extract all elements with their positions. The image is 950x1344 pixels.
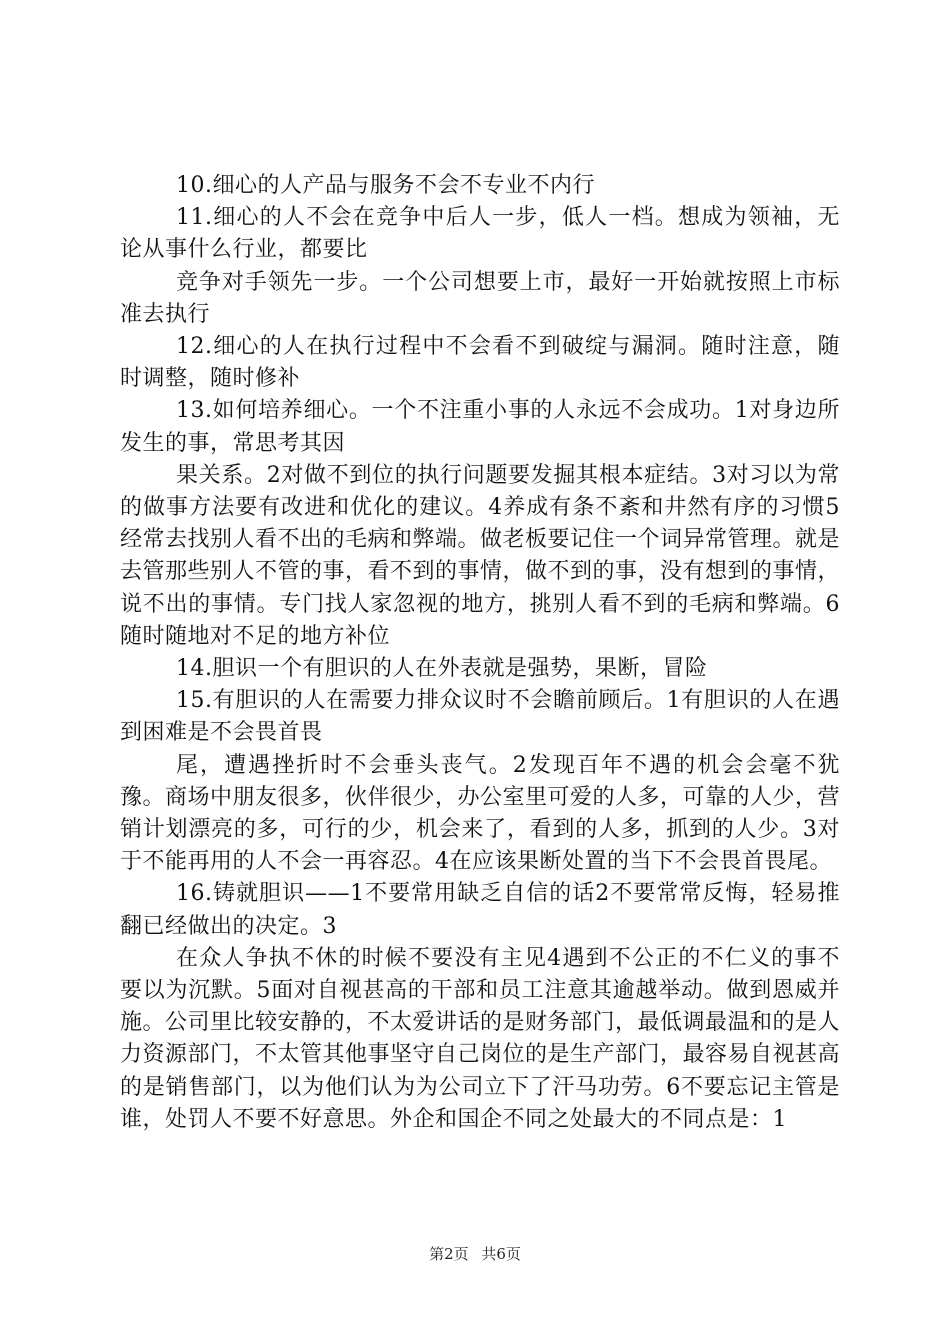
paragraph: 13.如何培养细心。一个不注重小事的人永远不会成功。1对身边所发生的事，常思考其因 — [120, 398, 840, 456]
paragraph: 在众人争执不休的时候不要没有主见4遇到不公正的不仁义的事不要以为沉默。5面对自视甚高的干部和员工注意其逾越举动。做到恩威并施。公司里比较安静的，不太爱讲话的是财务部门，最低调最温和的是人力资源部门，不太管其他事坚守自己岗位的是生产部门，最容易自视甚高的是销售部门，以为他们认为为公司立下了汗马功劳。6不要忘记主管是谁，处罚人不要不好意思。外企和国企不同之处最大的不同点是：1 — [120, 945, 841, 1132]
paragraph: 竞争对手领先一步。一个公司想要上市，最好一开始就按照上市标准去执行 — [120, 269, 840, 327]
page-footer — [0, 1243, 950, 1264]
paragraph: 14.胆识一个有胆识的人在外表就是强势，果断，冒险 — [176, 656, 708, 682]
page-total: 共6页 — [481, 1245, 521, 1263]
paragraph: 16.铸就胆识——1不要常用缺乏自信的话2不要常常反悔，轻易推翻已经做出的决定。3 — [120, 881, 840, 939]
paragraph: 10.细心的人产品与服务不会不专业不内行 — [176, 173, 595, 198]
page-number: 第2页 — [429, 1245, 469, 1263]
paragraph: 12.细心的人在执行过程中不会看不到破绽与漏洞。随时注意，随时调整，随时修补 — [120, 334, 840, 392]
paragraph: 尾，遭遇挫折时不会垂头丧气。2发现百年不遇的机会会毫不犹豫。商场中朋友很多，伙伴很少，办公室里可爱的人多，可靠的人少，营销计划漂亮的多，可行的少，机会来了，看到的人多，抓到的人少。3对于不能再用的人不会一再容忍。4在应该果断处置的当下不会畏首畏尾。 — [120, 752, 841, 875]
paragraph: 15.有胆识的人在需要力排众议时不会瞻前顾后。1有胆识的人在遇到困难是不会畏首畏 — [120, 688, 840, 746]
paragraph: 11.细心的人不会在竞争中后人一步，低人一档。想成为领袖，无论从事什么行业，都要比 — [120, 205, 840, 263]
paragraph: 果关系。2对做不到位的执行问题要发掘其根本症结。3对习以为常的做事方法要有改进和优化的建议。4养成有条不紊和井然有序的习惯5经常去找别人看不出的毛病和弊端。做老板要记住一个词异常管理。就是去管那些别人不管的事，看不到的事情，做不到的事，没有想到的事情，说不出的事情。专门找人家忽视的地方，挑别人看不到的毛病和弊端。6随时随地对不足的地方补位 — [120, 462, 841, 649]
body-text — [120, 170, 840, 1136]
